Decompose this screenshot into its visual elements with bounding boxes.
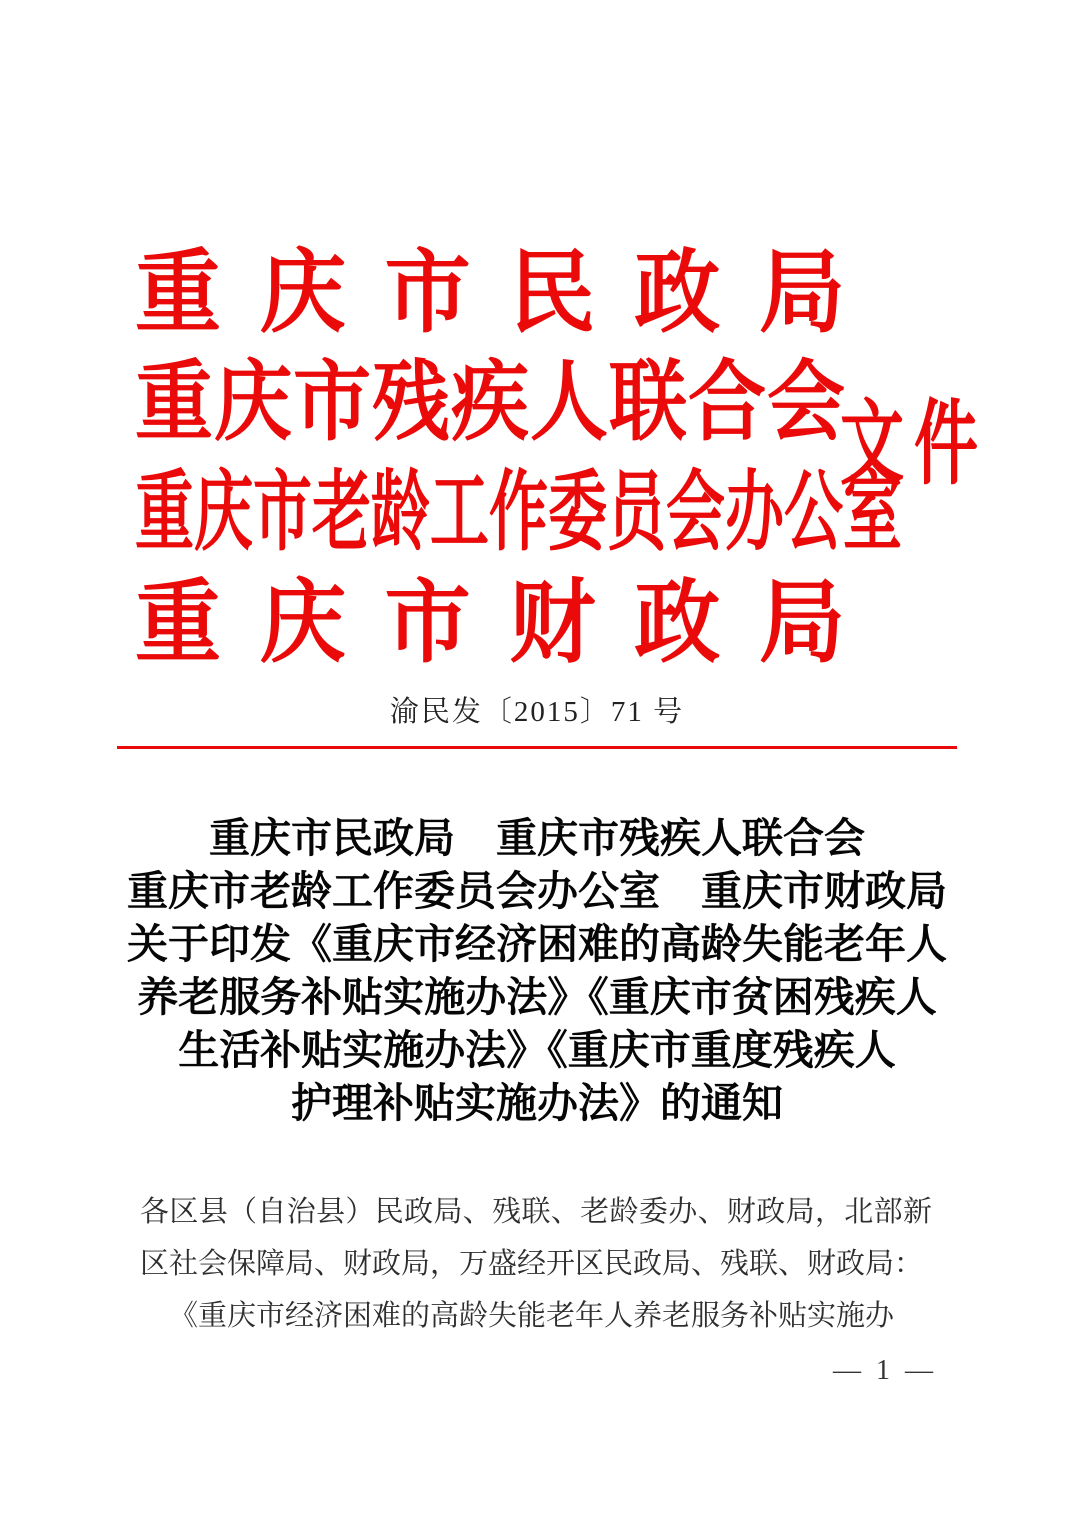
title-line: 养老服务补贴实施办法》《重庆市贫困残疾人 [137,974,937,1020]
document-body [140,1186,932,1342]
page-number: — 1 — [833,1355,937,1386]
letterhead-agency-line [135,568,845,678]
agency-name: 重庆市民政局 [135,242,845,344]
letterhead-agency-line [135,458,903,568]
body-line: 区社会保障局、财政局，万盛经开区民政局、残联、财政局： [140,1248,924,1280]
document-number: 渝民发〔2015〕71 号 [389,696,685,728]
title-line: 重庆市老龄工作委员会办公室 重庆市财政局 [127,868,947,914]
agency-name: 重庆市老龄工作委员会办公室 [135,463,903,562]
letterhead [135,238,903,678]
title-line: 重庆市民政局 重庆市残疾人联合会 [209,815,865,861]
title-line: 关于印发《重庆市经济困难的高龄失能老年人 [127,921,947,967]
document-title [0,812,1074,1130]
agency-name: 重庆市残疾人联合会 [135,353,845,452]
agency-name: 重庆市财政局 [135,572,845,674]
letterhead-agency-line [135,348,845,458]
letterhead-wenjian-label: 文件 [840,392,988,496]
red-divider-line [117,746,957,749]
body-line: 《重庆市经济困难的高龄失能老年人养老服务补贴实施办 [169,1300,895,1332]
title-line: 生活补贴实施办法》《重庆市重度残疾人 [178,1027,896,1073]
body-line: 各区县（自治县）民政局、残联、老龄委办、财政局，北部新 [140,1196,932,1228]
title-line: 护理补贴实施办法》的通知 [291,1080,783,1126]
letterhead-agency-line [135,238,845,348]
